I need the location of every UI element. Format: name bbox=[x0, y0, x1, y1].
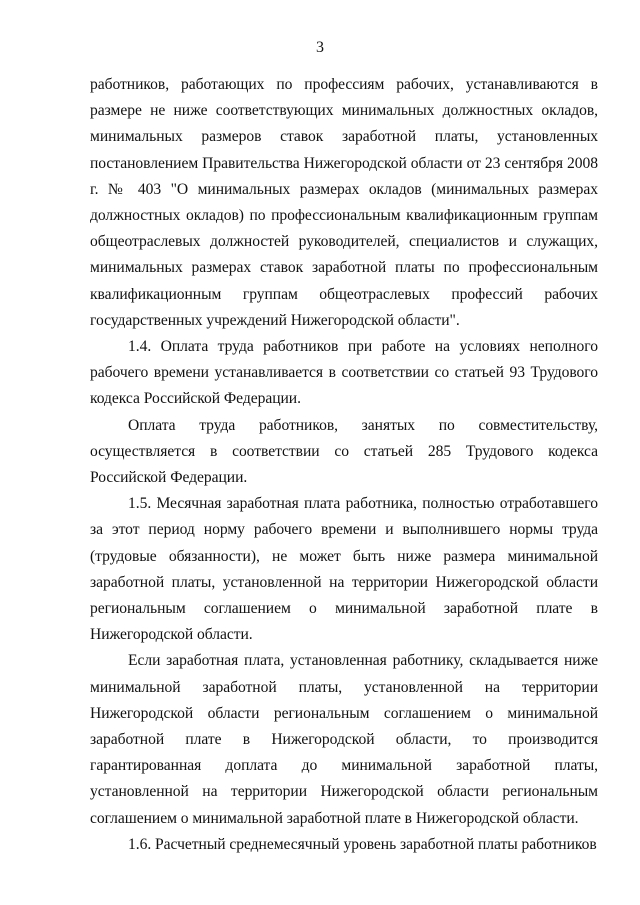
paragraph-continuation: работников, работающих по профессиям рабочих, устанавливаются в размере не ниже соответствующих минимальных должностных окладов, минимальных размеров ставок заработной платы, установленных постановлением Правительства Нижегородской области от 23 сентября 2008 г. № 403 "О минимальных размерах окладов (минимальных размерах должностных окладов) по профессиональным квалификационным группам общеотраслевых должностей руководителей, специалистов и служащих, минимальных размерах ставок заработной платы по профессиональным квалификационным группам общеотраслевых профессий рабочих государственных учреждений Нижегородской области". bbox=[90, 76, 598, 329]
paragraph-guaranteed-supplement: Если заработная плата, установленная работнику, складывается ниже минимальной заработной платы, установленной на территории Нижегородской области региональным соглашением о минимальной заработной плате в Нижегородской области, то производится гарантированная доплата до минимальной заработной платы, установленной на территории Нижегородской области региональным соглашением о минимальной заработной плате в Нижегородской области. bbox=[90, 652, 598, 827]
document-body bbox=[90, 72, 598, 858]
paragraph-part-time-pay: Оплата труда работников, занятых по совместительству, осуществляется в соответствии со статьей 285 Трудового кодекса Российской Федерации. bbox=[90, 416, 598, 487]
paragraph-clause-1-5: 1.5. Месячная заработная плата работника, полностью отработавшего за этот период норму рабочего времени и выполнившего нормы труда (трудовые обязанности), не может быть ниже размера минимальной заработной платы, установленной на территории Нижегородской области региональным соглашением о минимальной заработной плате в Нижегородской области. bbox=[90, 495, 598, 644]
paragraph-clause-1-6: 1.6. Расчетный среднемесячный уровень заработной платы работников bbox=[128, 835, 597, 853]
paragraph-clause-1-4: 1.4. Оплата труда работников при работе на условиях неполного рабочего времени устанавливается в соответствии со статьей 93 Трудового кодекса Российской Федерации. bbox=[90, 338, 598, 408]
page-number: 3 bbox=[316, 39, 324, 56]
